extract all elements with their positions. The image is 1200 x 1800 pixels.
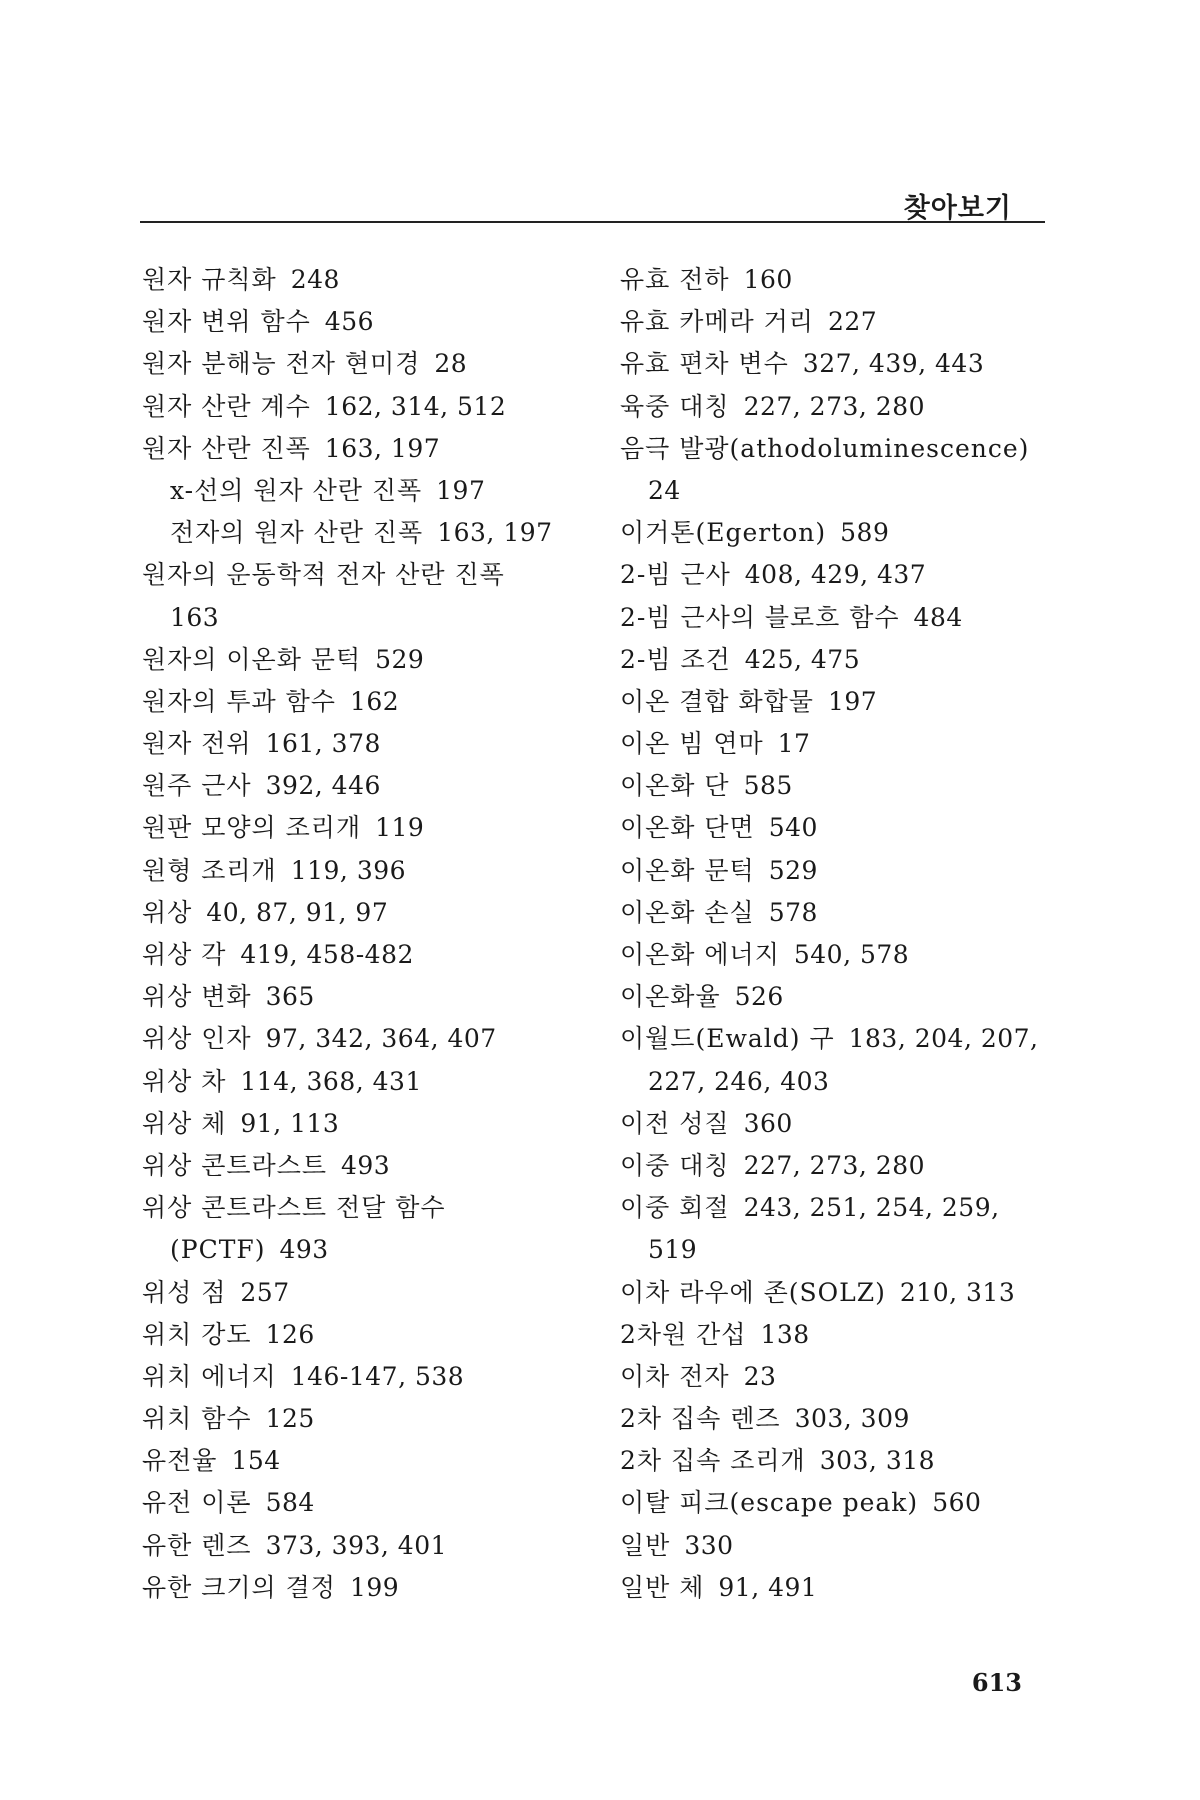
index-page-refs: 197 bbox=[827, 686, 878, 716]
index-term: 위치 강도 bbox=[142, 1319, 252, 1349]
index-entry bbox=[142, 1145, 612, 1187]
index-term: 이월드(Ewald) 구 bbox=[620, 1024, 835, 1054]
index-entry bbox=[620, 1018, 1090, 1060]
index-entry bbox=[142, 639, 612, 681]
index-entry bbox=[620, 850, 1090, 892]
index-entry bbox=[142, 892, 612, 934]
index-term: 원자 규칙화 bbox=[142, 265, 277, 294]
index-entry bbox=[142, 1272, 612, 1314]
index-page-refs: 526 bbox=[734, 982, 784, 1012]
index-page-refs: 154 bbox=[231, 1446, 281, 1476]
index-page-refs: 162, 314, 512 bbox=[324, 391, 507, 421]
index-entry-continuation bbox=[620, 470, 1090, 512]
index-page-refs: 91, 491 bbox=[718, 1572, 818, 1602]
index-page-refs: 484 bbox=[913, 602, 963, 632]
index-entry bbox=[620, 1482, 1090, 1524]
index-term: 이온 결합 화합물 bbox=[620, 686, 814, 716]
index-page-refs: 227, 273, 280 bbox=[743, 1150, 926, 1180]
index-entry bbox=[142, 259, 612, 301]
index-term: 이온화 에너지 bbox=[620, 940, 780, 969]
index-entry bbox=[620, 934, 1090, 976]
index-page-refs: 425, 475 bbox=[744, 644, 861, 674]
index-page-refs: 210, 313 bbox=[899, 1277, 1016, 1307]
index-term: 유효 전하 bbox=[620, 265, 730, 294]
index-page-refs: 163, 197 bbox=[437, 518, 553, 548]
index-term: 전자의 원자 산란 진폭 bbox=[170, 518, 424, 548]
index-term: 위상 콘트라스트 bbox=[142, 1150, 327, 1180]
index-page-refs: 360 bbox=[743, 1108, 793, 1138]
index-entry bbox=[620, 1356, 1090, 1398]
index-page-refs: 303, 318 bbox=[819, 1446, 936, 1476]
index-entry bbox=[142, 1482, 612, 1524]
index-page-refs: 23 bbox=[743, 1361, 777, 1391]
index-entry bbox=[142, 428, 612, 470]
index-entry bbox=[620, 1398, 1090, 1440]
index-term: 이거톤(Egerton) bbox=[620, 518, 827, 548]
index-entry bbox=[620, 343, 1090, 385]
index-page-refs: 97, 342, 364, 407 bbox=[265, 1024, 497, 1054]
index-entry bbox=[142, 1398, 612, 1440]
page-number: 613 bbox=[971, 1668, 1022, 1697]
index-entry bbox=[142, 301, 612, 343]
index-term: 이차 전자 bbox=[620, 1361, 730, 1391]
index-term: 유효 편차 변수 bbox=[620, 349, 789, 379]
index-page-refs: 248 bbox=[290, 265, 340, 294]
index-term: 이온화 손실 bbox=[620, 897, 755, 927]
index-entry bbox=[620, 1145, 1090, 1187]
index-entry bbox=[620, 1440, 1090, 1482]
index-entry-continuation bbox=[620, 1229, 1090, 1271]
index-page-refs: 560 bbox=[932, 1488, 982, 1518]
index-term: 위상 각 bbox=[142, 940, 227, 969]
index-entry bbox=[142, 807, 612, 849]
index-term: 유효 카메라 거리 bbox=[620, 307, 814, 337]
index-term: 이탈 피크(escape peak) bbox=[620, 1488, 919, 1518]
index-entry-continuation bbox=[620, 1061, 1090, 1103]
index-page-refs: 160 bbox=[743, 265, 793, 294]
index-entry bbox=[142, 554, 612, 596]
index-page-refs: 146-147, 538 bbox=[290, 1361, 465, 1391]
index-term: 위상 변화 bbox=[142, 982, 252, 1012]
index-page-refs: 540, 578 bbox=[793, 940, 910, 969]
index-term: 2-빔 조건 bbox=[620, 644, 731, 674]
index-page-refs: 456 bbox=[324, 307, 375, 337]
index-term: 이온화 문턱 bbox=[620, 855, 755, 885]
index-page-refs: 327, 439, 443 bbox=[802, 349, 985, 379]
index-term: 이온화율 bbox=[620, 982, 721, 1012]
index-page-refs: 119 bbox=[375, 813, 425, 843]
index-page-refs: 227, 246, 403 bbox=[648, 1066, 830, 1096]
index-term: 위상 체 bbox=[142, 1108, 227, 1138]
index-term: 2차 집속 렌즈 bbox=[620, 1404, 781, 1434]
index-column-right bbox=[620, 259, 1090, 1609]
index-entry bbox=[620, 807, 1090, 849]
index-entry bbox=[142, 1061, 612, 1103]
index-page-refs: 584 bbox=[265, 1488, 315, 1518]
index-term: 일반 bbox=[620, 1530, 671, 1560]
index-term: 원자 산란 진폭 bbox=[142, 433, 311, 463]
index-entry bbox=[620, 639, 1090, 681]
index-page-refs: 227, 273, 280 bbox=[743, 391, 926, 421]
index-term: 위상 bbox=[142, 897, 193, 927]
index-page-refs: 138 bbox=[760, 1319, 810, 1349]
index-term: 이온화 단 bbox=[620, 771, 730, 801]
index-page-refs: 199 bbox=[349, 1572, 400, 1602]
index-term: 원자 산란 계수 bbox=[142, 391, 311, 421]
index-page-refs: 162 bbox=[349, 686, 400, 716]
index-entry bbox=[620, 1314, 1090, 1356]
index-term: (PCTF) bbox=[170, 1235, 266, 1265]
index-entry bbox=[620, 1103, 1090, 1145]
index-term: 위상 차 bbox=[142, 1066, 227, 1096]
index-entry bbox=[620, 597, 1090, 639]
index-page-refs: 183, 204, 207, bbox=[848, 1024, 1039, 1054]
index-entry bbox=[142, 765, 612, 807]
index-term: 유전 이론 bbox=[142, 1488, 252, 1518]
index-entry bbox=[620, 765, 1090, 807]
index-page-refs: 529 bbox=[768, 855, 818, 885]
index-term: 원자의 투과 함수 bbox=[142, 686, 336, 716]
index-term: 2차원 간섭 bbox=[620, 1319, 747, 1349]
index-term: 음극 발광(athodoluminescence) bbox=[620, 433, 1030, 463]
index-term: 이전 성질 bbox=[620, 1108, 730, 1138]
index-entry bbox=[620, 892, 1090, 934]
index-term: 유전율 bbox=[142, 1446, 218, 1476]
index-subentry bbox=[142, 470, 612, 512]
index-page-refs: 17 bbox=[777, 729, 811, 759]
index-page-refs: 303, 309 bbox=[794, 1404, 910, 1434]
index-term: 이온화 단면 bbox=[620, 813, 755, 843]
index-page-refs: 24 bbox=[648, 475, 681, 505]
index-term: 원자의 이온화 문턱 bbox=[142, 644, 362, 674]
index-page-refs: 126 bbox=[265, 1319, 315, 1349]
index-page-refs: 493 bbox=[279, 1235, 329, 1265]
index-term: 원자 분해능 전자 현미경 bbox=[142, 349, 421, 379]
index-page-refs: 540 bbox=[768, 813, 818, 843]
index-entry bbox=[620, 301, 1090, 343]
index-page-refs: 589 bbox=[840, 518, 890, 548]
index-entry bbox=[620, 1525, 1090, 1567]
index-term: 위성 점 bbox=[142, 1277, 227, 1307]
index-entry bbox=[142, 850, 612, 892]
index-entry bbox=[142, 1525, 612, 1567]
index-term: 육중 대칭 bbox=[620, 391, 730, 421]
index-entry bbox=[142, 1314, 612, 1356]
index-entry bbox=[620, 1187, 1090, 1229]
index-term: 원자의 운동학적 전자 산란 진폭 bbox=[142, 560, 505, 590]
index-term: 일반 체 bbox=[620, 1572, 705, 1602]
index-term: 원주 근사 bbox=[142, 771, 252, 801]
index-page-refs: 91, 113 bbox=[240, 1108, 340, 1138]
index-page-refs: 257 bbox=[240, 1277, 290, 1307]
index-page-refs: 163 bbox=[170, 602, 220, 632]
index-term: 원자 변위 함수 bbox=[142, 307, 311, 337]
index-entry bbox=[620, 681, 1090, 723]
index-term: 유한 크기의 결정 bbox=[142, 1572, 336, 1602]
index-entry bbox=[142, 723, 612, 765]
index-page-refs: 373, 393, 401 bbox=[265, 1530, 448, 1560]
index-term: 위치 에너지 bbox=[142, 1361, 277, 1391]
index-entry bbox=[620, 259, 1090, 301]
index-entry bbox=[142, 343, 612, 385]
index-entry bbox=[142, 386, 612, 428]
index-entry bbox=[620, 976, 1090, 1018]
index-page-refs: 163, 197 bbox=[324, 433, 441, 463]
index-entry bbox=[620, 512, 1090, 554]
index-page-refs: 585 bbox=[743, 771, 793, 801]
index-page-refs: 519 bbox=[648, 1235, 698, 1265]
index-page-refs: 125 bbox=[265, 1404, 315, 1434]
index-entry bbox=[142, 681, 612, 723]
index-entry bbox=[620, 1567, 1090, 1609]
index-entry bbox=[142, 1187, 612, 1229]
index-term: 원자 전위 bbox=[142, 729, 252, 759]
index-entry bbox=[142, 1440, 612, 1482]
index-term: 위치 함수 bbox=[142, 1404, 252, 1434]
index-page-refs: 227 bbox=[827, 307, 878, 337]
index-page-refs: 161, 378 bbox=[265, 729, 381, 759]
index-entry-continuation bbox=[142, 597, 612, 639]
index-page-refs: 197 bbox=[436, 475, 486, 505]
index-page-refs: 28 bbox=[434, 349, 468, 379]
index-entry bbox=[142, 1103, 612, 1145]
index-page-refs: 243, 251, 254, 259, bbox=[743, 1193, 1000, 1223]
index-column-left bbox=[142, 259, 612, 1609]
index-entry-continuation bbox=[142, 1229, 612, 1271]
index-term: 이중 대칭 bbox=[620, 1150, 730, 1180]
index-term: 2차 집속 조리개 bbox=[620, 1446, 806, 1476]
index-term: 2-빔 근사 bbox=[620, 560, 731, 590]
index-entry bbox=[142, 976, 612, 1018]
index-page-refs: 529 bbox=[375, 644, 425, 674]
index-page-refs: 408, 429, 437 bbox=[744, 560, 927, 590]
index-page-refs: 40, 87, 91, 97 bbox=[206, 897, 389, 927]
index-term: 2-빔 근사의 블로흐 함수 bbox=[620, 602, 900, 632]
index-entry bbox=[142, 1567, 612, 1609]
header-rule bbox=[140, 221, 1045, 223]
index-term: 원형 조리개 bbox=[142, 855, 277, 885]
index-entry bbox=[142, 934, 612, 976]
index-entry bbox=[620, 723, 1090, 765]
index-page-refs: 119, 396 bbox=[290, 855, 407, 885]
index-entry bbox=[620, 386, 1090, 428]
index-term: 유한 렌즈 bbox=[142, 1530, 252, 1560]
index-term: 위상 콘트라스트 전달 함수 bbox=[142, 1193, 446, 1223]
index-page-refs: 578 bbox=[768, 897, 818, 927]
index-page-refs: 114, 368, 431 bbox=[240, 1066, 422, 1096]
index-entry bbox=[620, 554, 1090, 596]
index-term: 이온 빔 연마 bbox=[620, 729, 764, 759]
index-entry bbox=[620, 1272, 1090, 1314]
index-page-refs: 419, 458-482 bbox=[240, 940, 414, 969]
index-page-refs: 365 bbox=[265, 982, 315, 1012]
index-term: 원판 모양의 조리개 bbox=[142, 813, 362, 843]
index-page-refs: 392, 446 bbox=[265, 771, 381, 801]
index-entry bbox=[142, 1018, 612, 1060]
index-subentry bbox=[142, 512, 612, 554]
index-page-refs: 493 bbox=[341, 1150, 391, 1180]
index-term: 위상 인자 bbox=[142, 1024, 252, 1054]
index-term: 이중 회절 bbox=[620, 1193, 730, 1223]
running-header-title: 찾아보기 bbox=[903, 193, 1012, 224]
index-term: x-선의 원자 산란 진폭 bbox=[170, 475, 423, 505]
index-entry bbox=[142, 1356, 612, 1398]
index-page-refs: 330 bbox=[684, 1530, 734, 1560]
index-entry bbox=[620, 428, 1090, 470]
index-term: 이차 라우에 존(SOLZ) bbox=[620, 1277, 886, 1307]
